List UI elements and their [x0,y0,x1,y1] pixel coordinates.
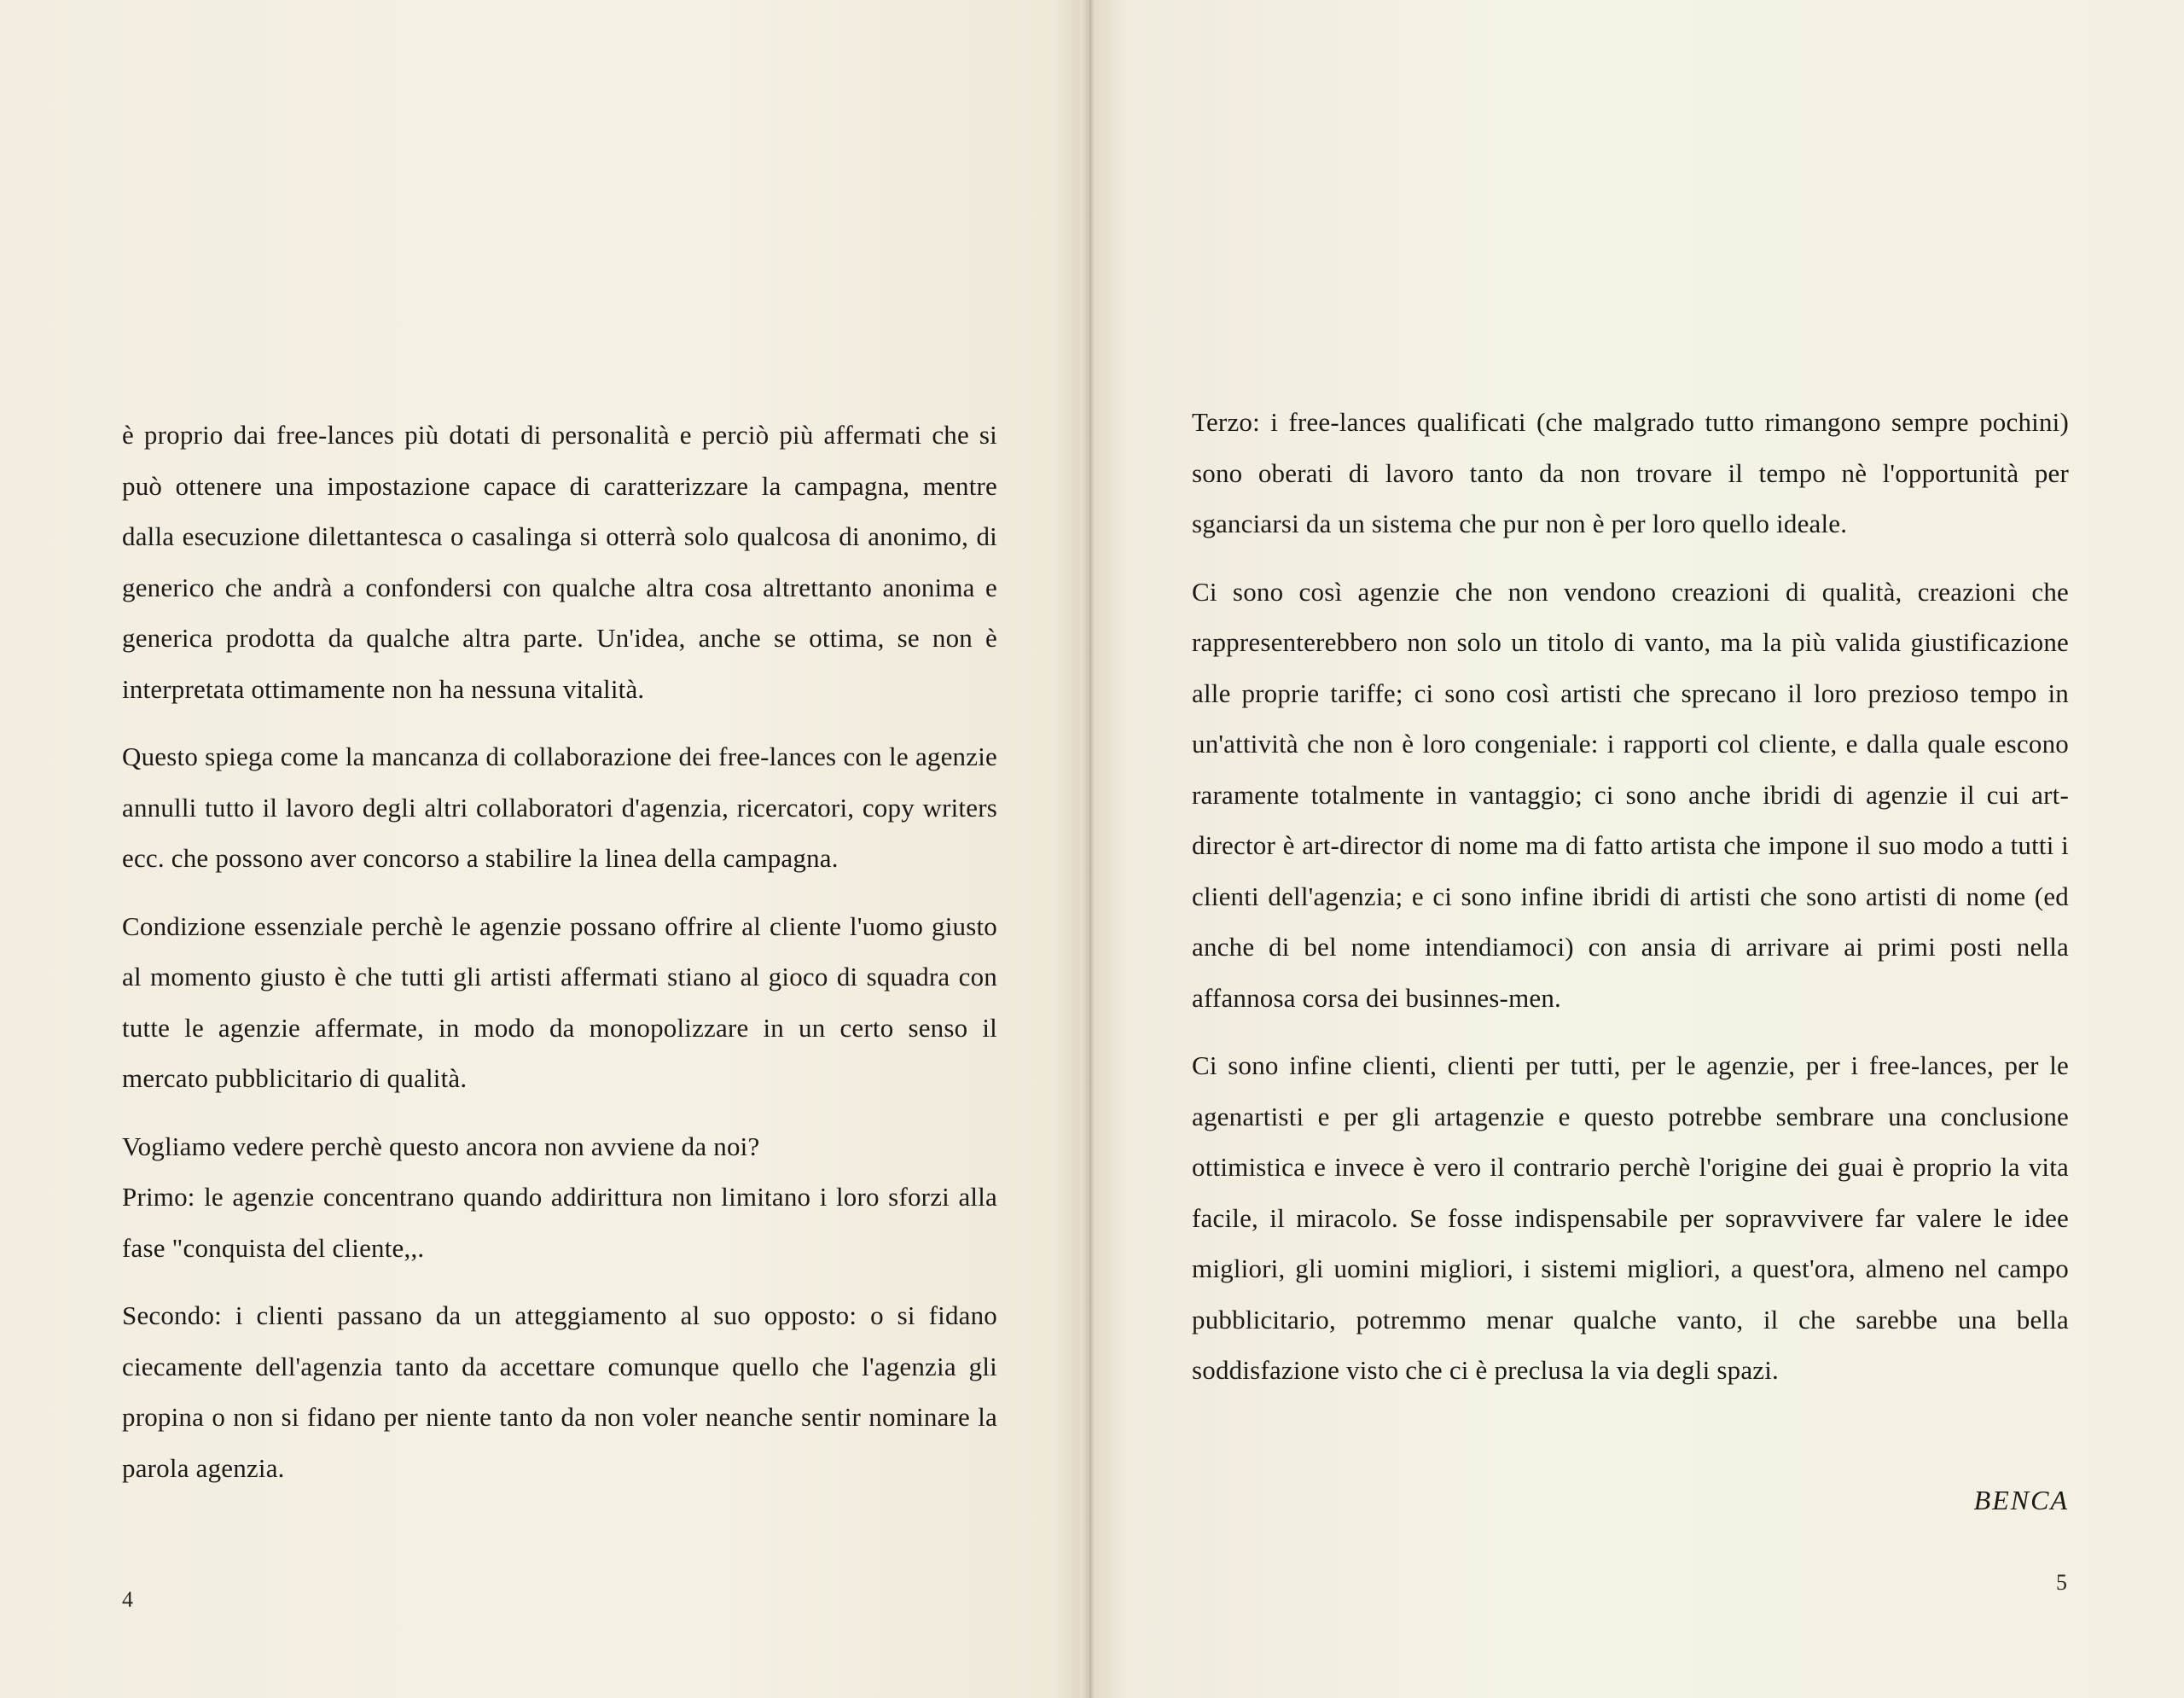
page-number: 5 [2056,1570,2067,1595]
paragraph: Ci sono infine clienti, clienti per tutti, per le agenzie, per i free-lances, per le agenartisti e per gli artagenzie e questo potrebbe sembrare una conclusione ottimistica e invece è vero il contrario perchè l'origine dei guai è proprio la vita facile, il miracolo. Se fosse indispensabile per sopravvivere far valere le idee migliori, gli uomini migliori, i sistemi migliori, a quest'ora, almeno nel campo pubblicitario, potremmo menar qualche vanto, il che sarebbe una bella soddisfazione visto che ci è preclusa la via degli spazi. [1192,1050,2069,1385]
paragraph: Terzo: i free-lances qualificati (che malgrado tutto rimangono sempre pochini) sono oberati di lavoro tanto da non trovare il tempo nè l'opportunità per sganciarsi da un sistema che pur non è per loro quello ideale. [1192,407,2069,538]
paragraph: è proprio dai free-lances più dotati di personalità e perciò più affermati che si può ottenere una impostazione capace di caratterizzare la campagna, mentre dalla esecuzione dilettantesca o casalinga si otterrà solo qualcosa di anonimo, di generico che andrà a confondersi con qualche altra cosa altrettanto anonima e generica prodotta da qualche altra parte. Un'idea, anche se ottima, se non è interpretata ottimamente non ha nessuna vitalità. [122,420,997,704]
author-signature: BENCA [1973,1485,2069,1515]
paragraph: Vogliamo vedere perchè questo ancora non avviene da noi? [122,1131,760,1161]
paragraph: Condizione essenziale perchè le agenzie possano offrire al cliente l'uomo giusto al momento giusto è che tutti gli artisti affermati stiano al gioco di squadra con tutte le agenzie affermate, in modo da monopolizzare in un certo senso il mercato pubblicitario di qualità. [122,910,997,1093]
right-page-text [1192,397,2069,1413]
left-page-text [122,410,997,1510]
paragraph: Primo: le agenzie concentrano quando addirittura non limitano i loro sforzi alla fase "conquista del cliente,,. [122,1182,997,1263]
left-page [0,0,1085,1698]
paragraph: Questo spiega come la mancanza di collaborazione dei free-lances con le agenzie annulli tutto il lavoro degli altri collaboratori d'agenzia, ricercatori, copy writers ecc. che possono aver concorso a stabilire la linea della campagna. [122,741,997,873]
paragraph: Ci sono così agenzie che non vendono creazioni di qualità, creazioni che rappresenterebbero non solo un titolo di vanto, ma la più valida giustificazione alle proprie tariffe; ci sono così artisti che sprecano il loro prezioso tempo in un'attività che non è loro congeniale: i rapporti col cliente, e dalla quale escono raramente totalmente in vantaggio; ci sono anche ibridi di agenzie il cui art-director è art-director di nome ma di fatto artista che impone il suo modo a tutti i clienti dell'agenzia; e ci sono infine ibridi di artisti che sono artisti di nome (ed anche di bel nome intendiamoci) con ansia di arrivare ai primi posti nella affannosa corsa dei businnes-men. [1192,576,2069,1013]
paragraph: Secondo: i clienti passano da un atteggiamento al suo opposto: o si fidano ciecamente dell'agenzia tanto da accettare comunque quello che l'agenzia gli propina o non si fidano per niente tanto da non voler neanche sentir nominare la parola agenzia. [122,1300,997,1483]
page-number: 4 [122,1587,133,1612]
